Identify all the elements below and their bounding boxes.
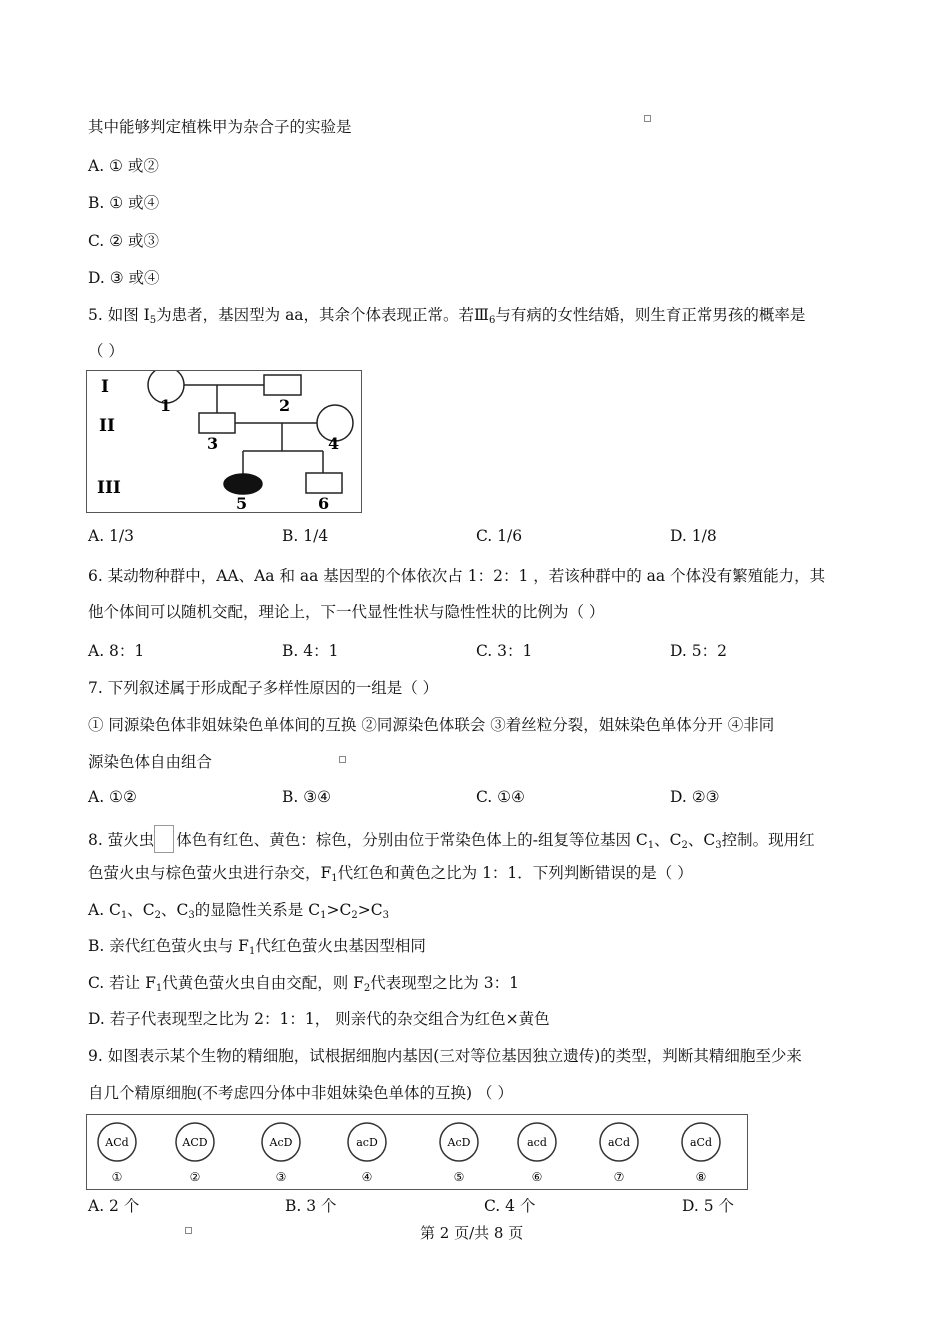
q6-option-c[interactable]: C. 3：1 bbox=[476, 642, 533, 660]
cell-genes: aCd bbox=[607, 1136, 631, 1149]
q5-option-d[interactable]: D. 1/8 bbox=[670, 527, 717, 545]
q9-option-b[interactable]: B. 3 个 bbox=[285, 1197, 337, 1215]
individual-label-4: 4 bbox=[328, 434, 340, 453]
cell-genes: ACD bbox=[182, 1136, 208, 1149]
q4-option-a[interactable]: A. ① 或② bbox=[88, 157, 159, 175]
cell-number: ⑥ bbox=[531, 1170, 543, 1184]
individual-label-6: 6 bbox=[318, 494, 330, 512]
q4-option-d[interactable]: D. ③ 或④ bbox=[88, 269, 160, 287]
q4-option-c[interactable]: C. ② 或③ bbox=[88, 232, 159, 250]
sperm-cells-figure bbox=[86, 1114, 748, 1190]
q8-stem-line1: 8. 萤火虫 体色有红色、黄色：棕色，分别由位于常染色体上的-组复等位基因 $C_1$、$C_2$、$C_3$控制。现用红 bbox=[88, 825, 815, 853]
q8-option-d[interactable]: D. 若子代表现型之比为 2：1：1， 则亲代的杂交组合为红色×黄色 bbox=[88, 1010, 550, 1028]
q6-option-d[interactable]: D. 5：2 bbox=[670, 642, 727, 660]
cell-genes: aCd bbox=[689, 1136, 713, 1149]
sperm-cell bbox=[98, 1123, 136, 1184]
cell-number: ⑦ bbox=[613, 1170, 625, 1184]
sperm-cell bbox=[176, 1123, 214, 1184]
q8-option-c[interactable]: C. 若让 $F_1$代黄色萤火虫自由交配，则 $F_2$代表现型之比为 3：1 bbox=[88, 974, 519, 994]
q5-stem: 5. 如图 $I_5$为患者，基因型为 aa，其余个体表现正常。若$Ⅲ_6$与有病的女性结婚，则生育正常男孩的概率是 bbox=[88, 306, 806, 326]
sperm-cell bbox=[518, 1123, 556, 1184]
cell-genes: AcD bbox=[447, 1136, 471, 1149]
q5-answer-paren: （ ） bbox=[88, 342, 124, 360]
sperm-cell bbox=[348, 1123, 386, 1184]
cell-genes: AcD bbox=[269, 1136, 293, 1149]
q4-stem-end: 其中能够判定植株甲为杂合子的实验是 bbox=[88, 118, 352, 136]
decorative-square bbox=[644, 115, 651, 122]
q6-option-a[interactable]: A. 8：1 bbox=[88, 642, 145, 660]
q9-option-a[interactable]: A. 2 个 bbox=[88, 1197, 140, 1215]
cell-number: ⑤ bbox=[453, 1170, 465, 1184]
q8-option-a[interactable]: A. $C_1$、$C_2$、$C_3$的显隐性关系是 $C_1>C_2>C_3$ bbox=[88, 901, 389, 921]
individual-2-male bbox=[264, 375, 301, 395]
page-footer: 第 2 页/共 8 页 bbox=[420, 1224, 524, 1242]
q9-stem-line1: 9. 如图表示某个生物的精细胞，试根据细胞内基因(三对等位基因独立遗传)的类型，判断其精细胞至少来 bbox=[88, 1047, 802, 1065]
cell-number: ③ bbox=[275, 1170, 287, 1184]
decorative-square bbox=[185, 1227, 192, 1234]
q7-option-b[interactable]: B. ③④ bbox=[282, 788, 332, 806]
q6-stem-line1: 6. 某动物种群中，AA、Aa 和 aa 基因型的个体依次占 1：2：1 ，若该种群中的 aa 个体没有繁殖能力，其 bbox=[88, 567, 826, 585]
individual-label-1: 1 bbox=[160, 396, 172, 415]
cell-number: ④ bbox=[361, 1170, 373, 1184]
q6-option-b[interactable]: B. 4：1 bbox=[282, 642, 339, 660]
q8-stem-line2: 色萤火虫与棕色萤火虫进行杂交，$F_1$代红色和黄色之比为 1：1．下列判断错误的是（ ） bbox=[88, 864, 693, 884]
generation-label-2: II bbox=[99, 416, 115, 436]
cell-number: ⑧ bbox=[695, 1170, 707, 1184]
q9-option-d[interactable]: D. 5 个 bbox=[682, 1197, 735, 1215]
decorative-square bbox=[339, 756, 346, 763]
q7-stem: 7. 下列叙述属于形成配子多样性原因的一组是（ ） bbox=[88, 679, 439, 697]
q9-stem-line2: 自几个精原细胞(不考虑四分体中非姐妹染色单体的互换) （ ） bbox=[88, 1084, 513, 1102]
q7-option-a[interactable]: A. ①② bbox=[88, 788, 137, 806]
q8-option-b[interactable]: B. 亲代红色萤火虫与 $F_1$代红色萤火虫基因型相同 bbox=[88, 937, 426, 957]
individual-6-male bbox=[306, 473, 342, 493]
sperm-cell bbox=[600, 1123, 638, 1184]
individual-5-affected-female bbox=[224, 474, 262, 494]
q9-option-c[interactable]: C. 4 个 bbox=[484, 1197, 536, 1215]
individual-3-male bbox=[199, 413, 235, 433]
sperm-cell bbox=[440, 1123, 478, 1184]
pedigree-figure bbox=[86, 370, 362, 513]
cell-genes: acd bbox=[527, 1136, 547, 1149]
cell-number: ② bbox=[189, 1170, 201, 1184]
individual-label-2: 2 bbox=[279, 396, 291, 415]
q7-option-c[interactable]: C. ①④ bbox=[476, 788, 525, 806]
blank-box bbox=[154, 825, 174, 853]
q7-statements-line1: ① 同源染色体非姐妹染色单体间的互换 ②同源染色体联会 ③着丝粒分裂，姐妹染色单体分开 ④非同 bbox=[88, 716, 775, 734]
q7-statements-line2: 源染色体自由组合 bbox=[88, 753, 213, 771]
generation-label-3: III bbox=[97, 478, 121, 498]
cell-genes: acD bbox=[356, 1136, 378, 1149]
cell-genes: ACd bbox=[105, 1136, 129, 1149]
individual-label-3: 3 bbox=[207, 434, 219, 453]
individual-label-5: 5 bbox=[236, 494, 248, 512]
q5-option-c[interactable]: C. 1/6 bbox=[476, 527, 523, 545]
sperm-cell bbox=[262, 1123, 300, 1184]
q5-option-b[interactable]: B. 1/4 bbox=[282, 527, 329, 545]
q6-stem-line2: 他个体间可以随机交配，理论上，下一代显性性状与隐性性状的比例为（ ） bbox=[88, 603, 605, 621]
sperm-cell bbox=[682, 1123, 720, 1184]
generation-label-1: I bbox=[101, 377, 109, 397]
q7-option-d[interactable]: D. ②③ bbox=[670, 788, 720, 806]
q4-option-b[interactable]: B. ① 或④ bbox=[88, 194, 160, 212]
cell-number: ① bbox=[111, 1170, 123, 1184]
q5-option-a[interactable]: A. 1/3 bbox=[88, 527, 134, 545]
